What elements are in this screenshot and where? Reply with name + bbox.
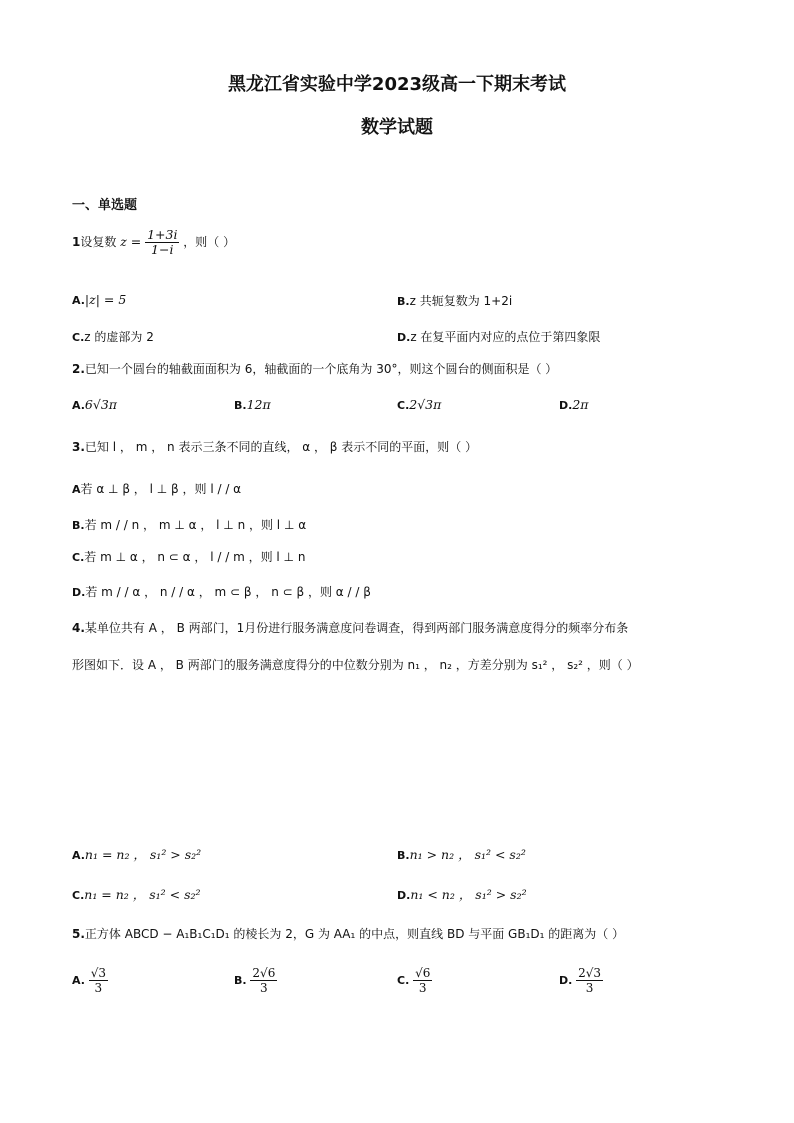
q1-option-d[interactable]: [397, 328, 600, 345]
q1-option-a[interactable]: [72, 292, 126, 307]
question-2: [72, 361, 557, 377]
question-text: 正方体 ABCD − A₁B₁C₁D₁ 的棱长为 2，G 为 AA₁ 的中点，则直线 BD 与平面 GB₁D₁ 的距离为（ ）: [84, 927, 625, 941]
fraction-numerator: √6: [415, 966, 431, 980]
option-label: A.: [72, 849, 85, 862]
question-4-line-2: 形图如下．设 A ， B 两部门的服务满意度得分的中位数分别为 n₁ ， n₂ ，方差分别为 s₁² ， s₂² ，则（ ）: [72, 658, 639, 672]
q5-option-c[interactable]: [397, 966, 432, 995]
q4-option-d[interactable]: [397, 885, 527, 903]
question-1: [72, 228, 235, 257]
option-text: 6√3π: [84, 397, 117, 412]
z-equals: z =: [120, 234, 142, 249]
question-number: 1: [72, 235, 81, 249]
fraction-denominator: 1−i: [151, 242, 174, 257]
question-text: 某单位共有 A ， B 两部门，1月份进行服务满意度问卷调查，得到两部门服务满意度得分的频率分布条: [84, 621, 629, 635]
option-label: A: [72, 483, 81, 496]
option-label: B.: [397, 295, 410, 308]
option-label: C.: [397, 974, 410, 987]
option-label: B.: [72, 519, 85, 532]
option-text: z 共轭复数为 1+2i: [409, 294, 513, 308]
question-number: 2.: [72, 362, 85, 376]
option-fraction: [89, 966, 108, 995]
option-label: B.: [234, 974, 247, 987]
q3-option-a[interactable]: [72, 480, 241, 497]
option-label: D.: [397, 331, 411, 344]
option-text: 2√3π: [409, 397, 442, 412]
option-text: z 在复平面内对应的点位于第四象限: [410, 330, 601, 344]
fraction-numerator: 2√3: [578, 966, 602, 980]
fraction-denominator: 3: [260, 981, 268, 995]
option-label: D.: [72, 586, 86, 599]
q4-option-a[interactable]: [72, 845, 201, 863]
q4-option-c[interactable]: [72, 885, 201, 903]
question-5: [72, 926, 624, 942]
q5-option-a[interactable]: [72, 966, 108, 995]
fraction-numerator: √3: [90, 966, 107, 980]
fraction-denominator: 3: [418, 981, 427, 995]
option-label: C.: [72, 331, 85, 344]
q2-option-b[interactable]: [234, 397, 271, 412]
option-text: z 的虚部为 2: [84, 330, 154, 344]
option-label: D.: [559, 974, 573, 987]
option-text: 2π: [572, 397, 589, 412]
option-text: |z| = 5: [84, 292, 127, 307]
question-text: 已知一个圆台的轴截面面积为 6，轴截面的一个底角为 30°，则这个圆台的侧面积是（ ）: [84, 362, 558, 376]
q3-option-b[interactable]: [72, 516, 306, 533]
q5-option-b[interactable]: [234, 966, 277, 995]
question-number: 5.: [72, 927, 85, 941]
option-text: 若 m ⊥ α ， n ⊂ α ， l / / m ，则 l ⊥ n: [84, 550, 306, 564]
section-heading: 一、单选题: [72, 198, 138, 213]
fraction: [145, 228, 179, 257]
q3-option-d[interactable]: [72, 583, 371, 600]
option-label: B.: [397, 849, 410, 862]
option-label: D.: [397, 889, 411, 902]
q1-option-b[interactable]: [397, 292, 512, 309]
option-text: n₁ = n₂ ， s₁² > s₂²: [84, 847, 202, 862]
option-label: D.: [559, 399, 573, 412]
option-text: n₁ < n₂ ， s₁² > s₂²: [410, 887, 527, 902]
question-number: 3.: [72, 440, 85, 454]
option-text: n₁ = n₂ ， s₁² < s₂²: [84, 887, 201, 902]
option-label: C.: [72, 551, 85, 564]
page-subtitle: 数学试题: [361, 117, 433, 138]
option-label: B.: [234, 399, 247, 412]
option-fraction: [576, 966, 603, 995]
q1-option-c[interactable]: [72, 328, 154, 345]
question-suffix: ，则（ ）: [183, 235, 236, 249]
question-4-line-1: [72, 620, 628, 636]
option-label: A.: [72, 399, 85, 412]
question-number: 4.: [72, 621, 85, 635]
option-label: A.: [72, 294, 85, 307]
option-fraction: [413, 966, 432, 995]
option-text: 若 m / / n ， m ⊥ α ， l ⊥ n ，则 l ⊥ α: [84, 518, 307, 532]
q2-option-d[interactable]: [559, 397, 588, 412]
option-text: 12π: [246, 397, 271, 412]
option-label: A.: [72, 974, 85, 987]
question-prefix: 设复数: [80, 235, 117, 249]
option-fraction: [250, 966, 277, 995]
fraction-numerator: 2√6: [252, 966, 276, 980]
question-text: 已知 l ， m ， n 表示三条不同的直线， α ， β 表示不同的平面，则（ ）: [84, 440, 478, 454]
option-label: C.: [397, 399, 410, 412]
figure-placeholder: [72, 690, 722, 830]
q3-option-c[interactable]: [72, 548, 305, 565]
q4-option-b[interactable]: [397, 845, 526, 863]
option-text: 若 m / / α ， n / / α ， m ⊂ β ， n ⊂ β ，则 α / / β: [85, 585, 371, 599]
option-text: n₁ > n₂ ， s₁² < s₂²: [409, 847, 526, 862]
q2-option-a[interactable]: [72, 397, 117, 412]
question-3: [72, 439, 477, 455]
q2-option-c[interactable]: [397, 397, 441, 412]
fraction-numerator: 1+3i: [147, 227, 178, 242]
fraction-denominator: 3: [94, 981, 103, 995]
fraction-denominator: 3: [585, 981, 594, 995]
option-label: C.: [72, 889, 85, 902]
q5-option-d[interactable]: [559, 966, 603, 995]
option-text: 若 α ⊥ β ， l ⊥ β ，则 l / / α: [80, 482, 242, 496]
page-title: 黑龙江省实验中学2023级高一下期末考试: [227, 74, 567, 95]
